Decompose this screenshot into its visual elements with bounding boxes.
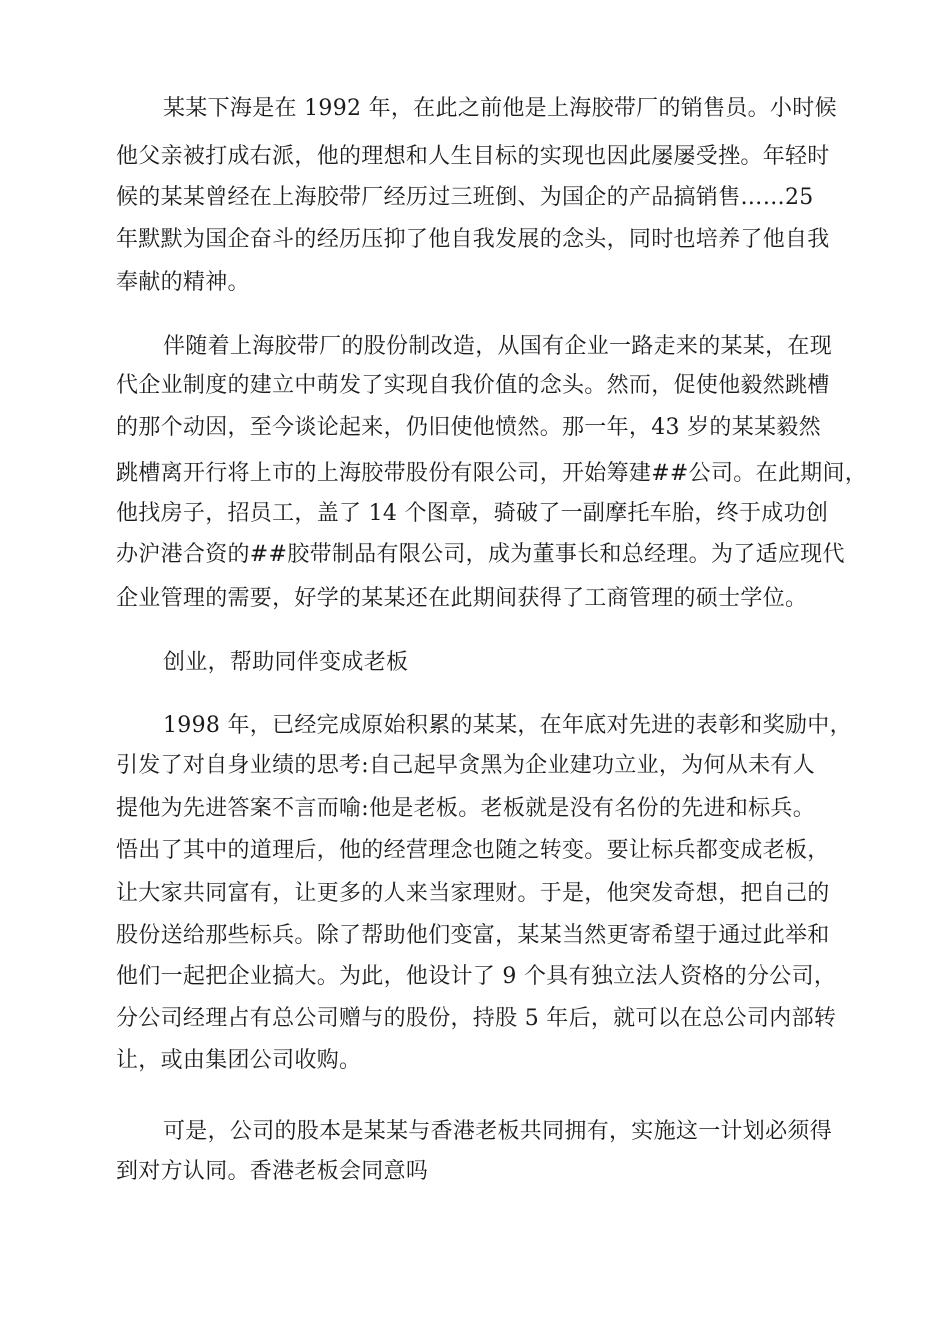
section-heading-text: 创业，帮助同伴变成老板	[163, 650, 409, 675]
paragraph-line: 奉献的精神。	[116, 270, 250, 295]
paragraph-line: 到对方认同。香港老板会同意吗	[116, 1159, 429, 1184]
paragraph-line: 1998 年，已经完成原始积累的某某，在年底对先进的表彰和奖励中，	[163, 713, 852, 738]
paragraph-line: 年默默为国企奋斗的经历压抑了他自我发展的念头，同时也培养了他自我	[116, 227, 830, 252]
paragraph-line: 引发了对自身业绩的思考:自己起早贪黑为企业建功立业，为何从未有人	[116, 753, 816, 778]
paragraph-line: 可是，公司的股本是某某与香港老板共同拥有，实施这一计划必须得	[163, 1119, 833, 1144]
paragraph-line: 悟出了其中的道理后，他的经营理念也随之转变。要让标兵都变成老板，	[116, 838, 830, 863]
paragraph-line: 企业管理的需要，好学的某某还在此期间获得了工商管理的硕士学位。	[116, 586, 808, 611]
paragraph-line: 股份送给那些标兵。除了帮助他们变富，某某当然更寄希望于通过此举和	[116, 923, 830, 948]
paragraph-line: 代企业制度的建立中萌发了实现自我价值的念头。然而，促使他毅然跳槽	[116, 373, 830, 398]
paragraph-line: 让，或由集团公司收购。	[116, 1048, 362, 1073]
paragraph-line: 候的某某曾经在上海胶带厂经历过三班倒、为国企的产品搞销售……25	[116, 185, 814, 210]
paragraph-line: 让大家共同富有，让更多的人来当家理财。于是，他突发奇想，把自己的	[116, 881, 830, 906]
paragraph-line: 分公司经理占有总公司赠与的股份，持股 5 年后，就可以在总公司内部转	[116, 1006, 837, 1031]
paragraph-line: 他父亲被打成右派，他的理想和人生目标的实现也因此屡屡受挫。年轻时	[116, 144, 830, 169]
paragraph-line: 提他为先进答案不言而喻:他是老板。老板就是没有名份的先进和标兵。	[116, 796, 816, 821]
paragraph-line: 伴随着上海胶带厂的股份制改造，从国有企业一路走来的某某，在现	[163, 334, 833, 359]
paragraph-line: 办沪港合资的##胶带制品有限公司，成为董事长和总经理。为了适应现代	[116, 542, 845, 567]
paragraph-line: 的那个动因，至今谈论起来，仍旧使他愤然。那一年，43 岁的某某毅然	[116, 415, 821, 440]
paragraph-line: 他们一起把企业搞大。为此，他设计了 9 个具有独立法人资格的分公司，	[116, 964, 837, 989]
paragraph-line: 某某下海是在 1992 年，在此之前他是上海胶带厂的销售员。小时候	[163, 96, 837, 121]
paragraph-line: 他找房子，招员工，盖了 14 个图章，骑破了一副摩托车胎，终于成功创	[116, 501, 829, 526]
paragraph-line: 跳槽离开行将上市的上海胶带股份有限公司，开始筹建##公司。在此期间，	[116, 461, 868, 486]
